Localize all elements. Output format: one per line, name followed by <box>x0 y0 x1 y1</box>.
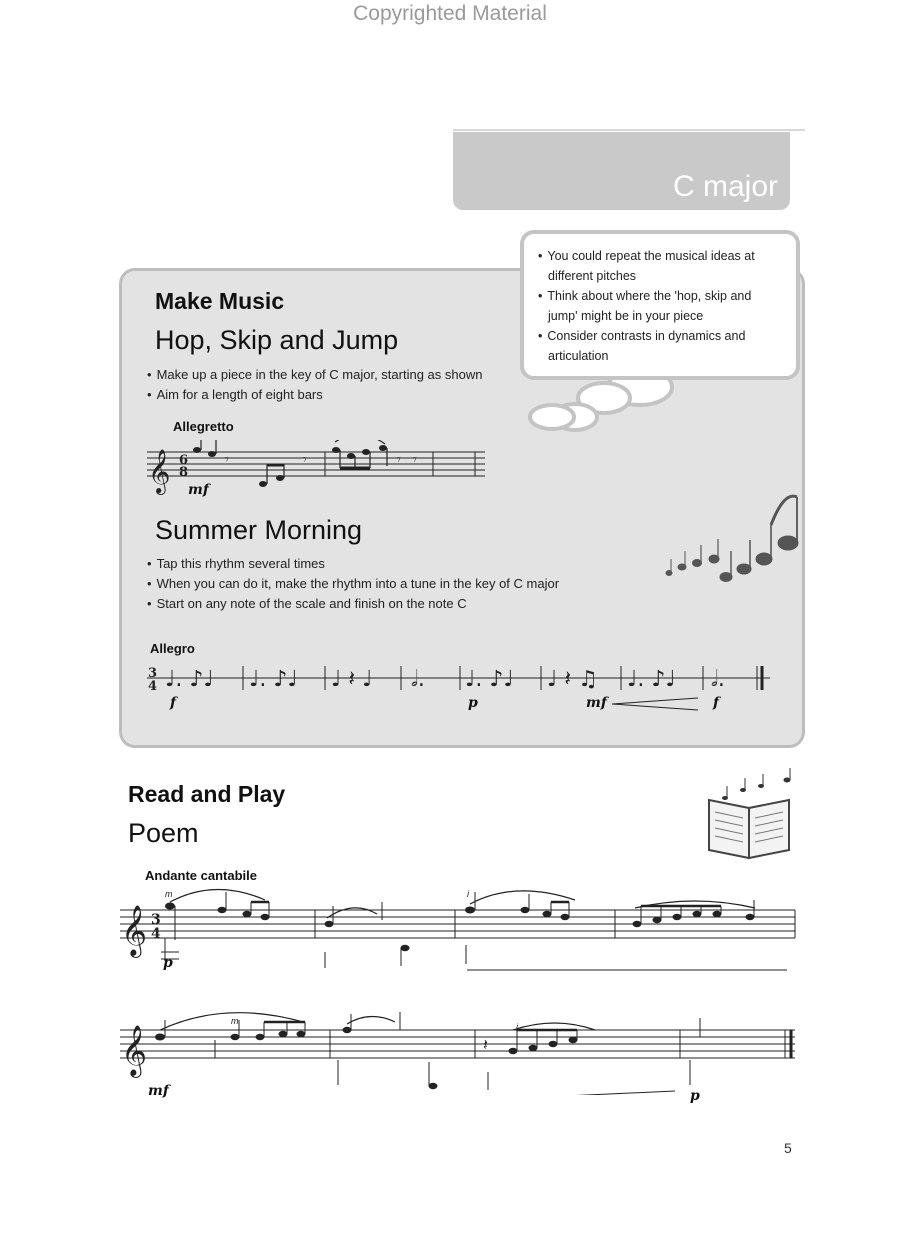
svg-text:♩. ♪♩: ♩. ♪♩ <box>249 667 298 692</box>
svg-text:♩. ♪♩: ♩. ♪♩ <box>465 667 514 692</box>
svg-text:𝅗𝅥.: 𝅗𝅥. <box>711 667 725 692</box>
key-title: C major <box>672 170 778 203</box>
tips-bubble <box>520 230 800 380</box>
tips-list <box>538 246 784 366</box>
piece1-instructions <box>147 365 482 405</box>
time-signature-top: 3 <box>151 912 161 928</box>
svg-text:𝄾: 𝄾 <box>225 451 229 467</box>
key-tab-rule <box>453 129 805 131</box>
time-signature-bottom: 4 <box>148 679 158 694</box>
time-signature-top: 3 <box>148 666 158 681</box>
svg-text:𝅗𝅥.: 𝅗𝅥. <box>411 667 425 692</box>
make-music-heading: Make Music <box>155 288 285 314</box>
treble-clef-icon: 𝄞 <box>148 449 171 493</box>
time-signature-bottom: 8 <box>179 465 189 480</box>
dynamic-marking: p <box>468 695 478 711</box>
poem-dynamic: p <box>163 955 173 971</box>
instruction-item: • When you can do it, make the rhythm into a tune in the key of C major <box>147 574 559 594</box>
svg-text:♩. ♪♩: ♩. ♪♩ <box>165 667 214 692</box>
watermark-text: Copyrighted Material <box>353 2 547 25</box>
svg-text:𝄾: 𝄾 <box>413 451 417 467</box>
svg-text:𝄽: 𝄽 <box>483 1037 488 1054</box>
fingering-mark: m <box>231 1016 239 1026</box>
time-signature-top: 6 <box>179 453 189 468</box>
svg-text:𝄾: 𝄾 <box>303 451 307 467</box>
svg-text:♩. ♪♩: ♩. ♪♩ <box>627 667 676 692</box>
piece2-tempo: Allegro <box>150 641 195 656</box>
dynamic-marking: f <box>170 695 177 711</box>
tip-item: • You could repeat the musical ideas at different pitches <box>538 246 784 286</box>
poem-title: Poem <box>128 818 199 848</box>
piece1-dynamic: mf <box>188 482 209 498</box>
treble-clef-icon: 𝄞 <box>121 1025 148 1076</box>
dynamic-marking: mf <box>586 695 607 711</box>
poem-staff-line-2 <box>115 1000 805 1095</box>
poem-dynamic: p <box>690 1088 700 1104</box>
piece2-title: Summer Morning <box>155 515 363 545</box>
svg-text:♩ 𝄽 ♫: ♩ 𝄽 ♫ <box>547 667 598 692</box>
instruction-item: • Start on any note of the scale and finish on the note C <box>147 594 559 614</box>
tip-item: • Consider contrasts in dynamics and articulation <box>538 326 784 366</box>
dynamic-marking: f <box>713 695 720 711</box>
rhythm-staff <box>145 660 775 696</box>
treble-clef-icon: 𝄞 <box>121 905 148 956</box>
staff-lines <box>120 1030 795 1058</box>
instruction-item: • Aim for a length of eight bars <box>147 385 482 405</box>
staff-lines <box>147 452 485 476</box>
svg-text:♩ 𝄽 ♩: ♩ 𝄽 ♩ <box>331 667 373 692</box>
piece1-title: Hop, Skip and Jump <box>155 325 399 355</box>
piece2-instructions <box>147 554 559 614</box>
book-icon <box>705 768 800 863</box>
instruction-item: • Tap this rhythm several times <box>147 554 559 574</box>
poem-staff-line-1 <box>115 880 805 975</box>
rhythm-notes <box>165 666 762 692</box>
read-and-play-heading: Read and Play <box>128 781 286 807</box>
fingering-mark: i <box>467 889 469 899</box>
piece1-tempo: Allegretto <box>173 419 234 434</box>
fingering-mark: i <box>516 1022 518 1032</box>
time-signature-bottom: 4 <box>151 926 161 942</box>
crescendo-hairpin <box>610 696 700 712</box>
svg-text:𝄾: 𝄾 <box>397 451 401 467</box>
page-number: 5 <box>784 1140 792 1156</box>
poem-dynamic: mf <box>148 1083 169 1099</box>
fingering-mark: m <box>165 889 173 899</box>
instruction-item: • Make up a piece in the key of C major, starting as shown <box>147 365 482 385</box>
music-notes-icon <box>660 485 810 585</box>
tip-item: • Think about where the 'hop, skip and jump' might be in your piece <box>538 286 784 326</box>
poem-tempo: Andante cantabile <box>145 868 257 883</box>
